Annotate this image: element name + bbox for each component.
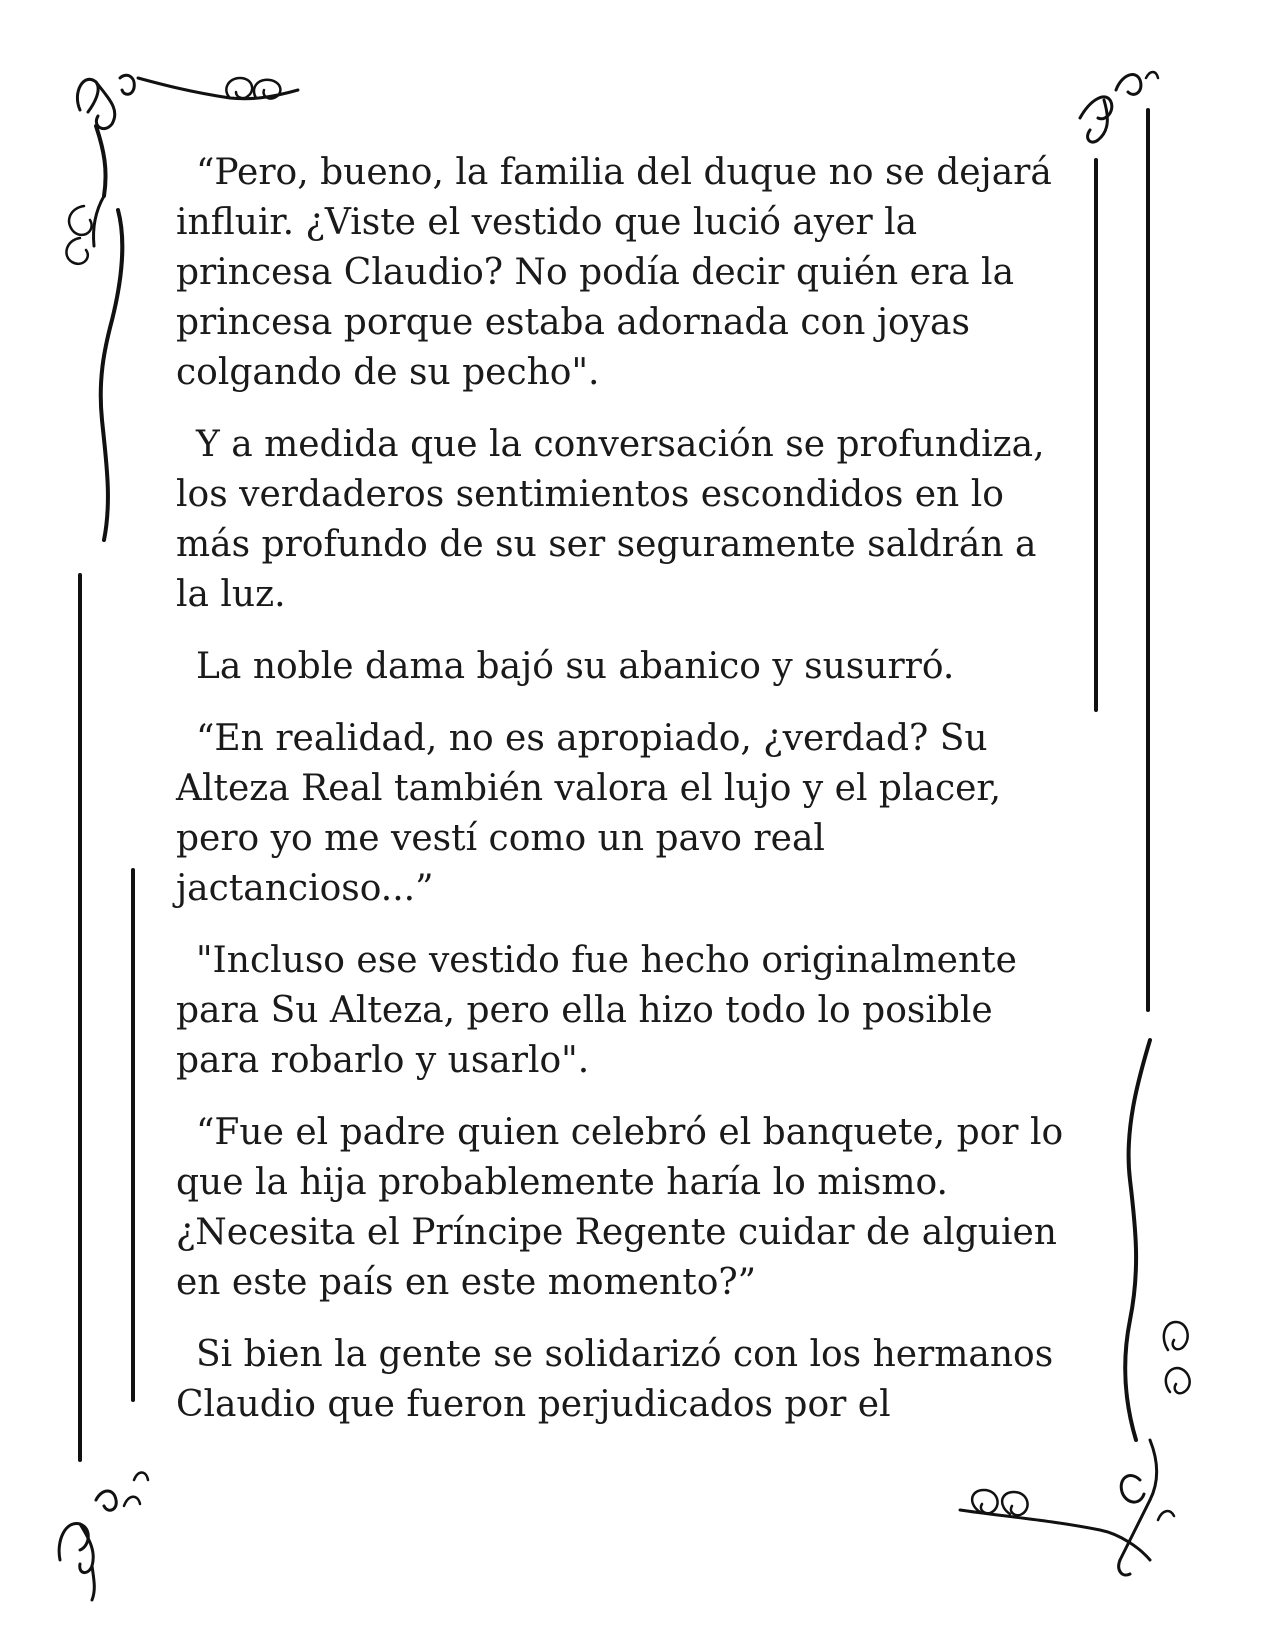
paragraph-4: “En realidad, no es apropiado, ¿verdad? Su Alteza Real también valora el lujo y el placer, pero yo me vestí como un pavo real jactancioso...” <box>176 718 1002 909</box>
paragraph-7: Si bien la gente se solidarizó con los hermanos Claudio que fueron perjudicados por el <box>176 1334 1054 1425</box>
paragraph-5: "Incluso ese vestido fue hecho originalmente para Su Alteza, pero ella hizo todo lo posible para robarlo y usarlo". <box>176 940 1017 1081</box>
paragraph-1: “Pero, bueno, la familia del duque no se dejará influir. ¿Viste el vestido que lució ayer la princesa Claudio? No podía decir quién era la princesa porque estaba adornada con joyas colgando de su pecho". <box>176 152 1052 393</box>
paragraph-3: La noble dama bajó su abanico y susurró. <box>196 646 955 687</box>
body-text <box>176 148 1096 1452</box>
paragraph-6: “Fue el padre quien celebró el banquete, por lo que la hija probablemente haría lo mismo. ¿Necesita el Príncipe Regente cuidar de alguien en este país en este momento?” <box>176 1112 1064 1303</box>
paragraph-2: Y a medida que la conversación se profundiza, los verdaderos sentimientos escondidos en lo más profundo de su ser seguramente saldrán a la luz. <box>176 424 1045 615</box>
flourish-bottom-left <box>59 1473 148 1601</box>
